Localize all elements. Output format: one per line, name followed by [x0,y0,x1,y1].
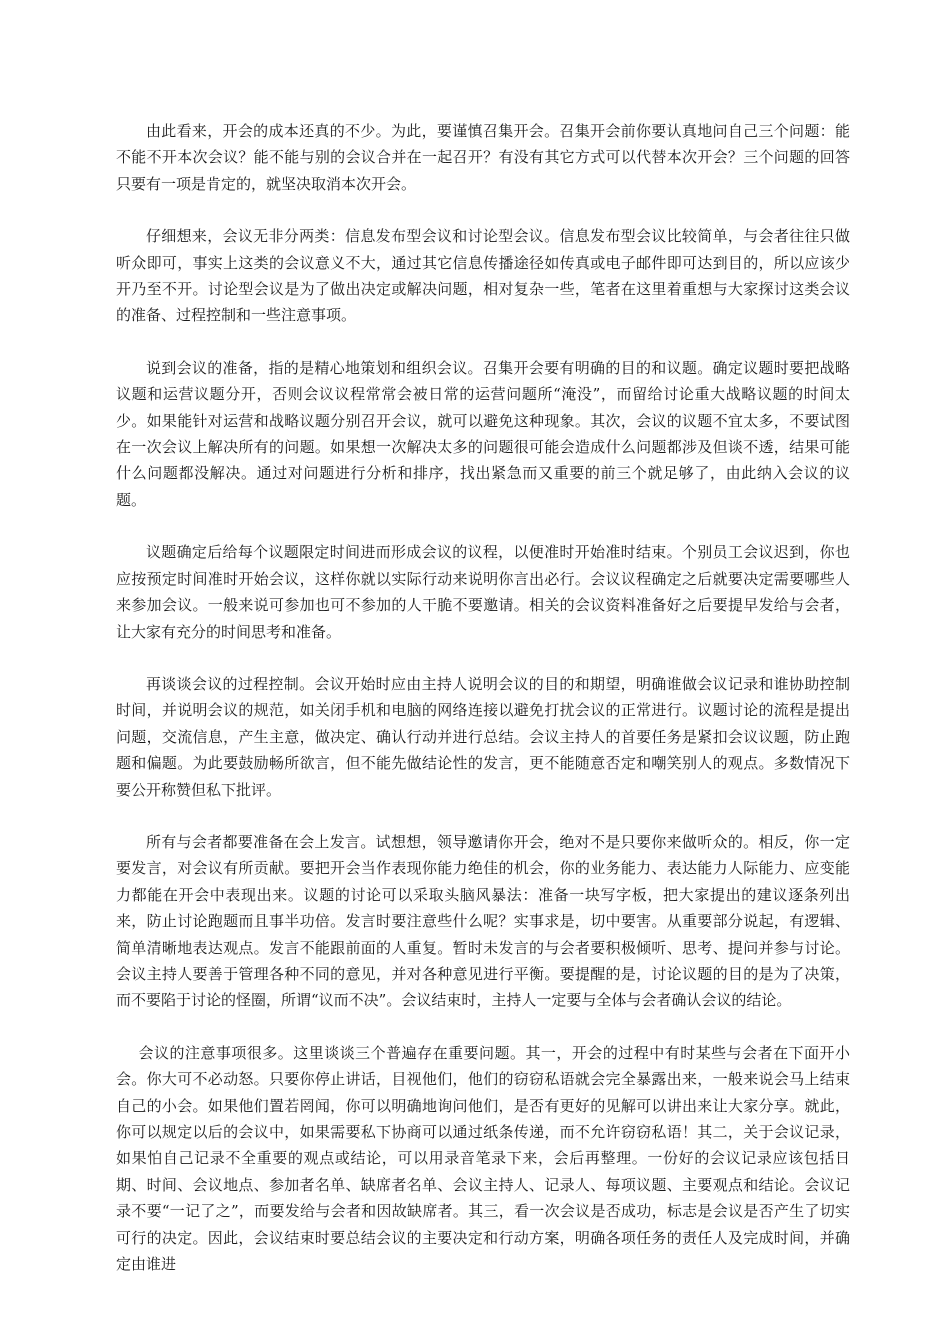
paragraph-precautions: 会议的注意事项很多。这里谈谈三个普遍存在重要问题。其一，开会的过程中有时某些与会者在下面开小会。你大可不必动怒。只要你停止讲话，目视他们，他们的窃窃私语就会完全暴露出来，一般来说会马上结束自己的小会。如果他们置若罔闻，你可以明确地询问他们，是否有更好的见解可以讲出来让大家分享。就此，你可以规定以后的会议中，如果需要私下协商可以通过纸条传递，而不允许窃窃私语！其二，关于会议记录，如果怕自己记录不全重要的观点或结论，可以用录音笔录下来，会后再整理。一份好的会议记录应该包括日期、时间、会议地点、参加者名单、缺席者名单、会议主持人、记录人、每项议题、主要观点和结论。会议记录不要“一记了之”，而要发给与会者和因故缺席者。其三，看一次会议是否成功，标志是会议是否产生了切实可行的决定。因此，会议结束时要总结会议的主要决定和行动方案，明确各项任务的责任人及完成时间，并确定由谁进 [116,1043,850,1274]
paragraph-agenda: 议题确定后给每个议题限定时间进而形成会议的议程，以便准时开始准时结束。个别员工会议迟到，你也应按预定时间准时开始会议，这样你就以实际行动来说明你言出必行。会议议程确定之后就要决定需要哪些人来参加会议。一般来说可参加也可不参加的人干脆不要邀请。相关的会议资料准备好之后要提早发给与会者，让大家有充分的时间思考和准备。 [116,543,850,641]
paragraph-participation: 所有与会者都要准备在会上发言。试想想，领导邀请你开会，绝对不是只要你来做听众的。相反，你一定要发言，对会议有所贡献。要把开会当作表现你能力绝佳的机会，你的业务能力、表达能力人际能力、应变能力都能在开会中表现出来。议题的讨论可以采取头脑风暴法：准备一块写字板，把大家提出的建议逐条列出来，防止讨论跑题而且事半功倍。发言时要注意些什么呢？实事求是，切中要害。从重要部分说起，有逻辑、简单清晰地表达观点。发言不能跟前面的人重复。暂时未发言的与会者要积极倾听、思考、提问并参与讨论。会议主持人要善于管理各种不同的意见，并对各种意见进行平衡。要提醒的是，讨论议题的目的是为了决策，而不要陷于讨论的怪圈，所谓“议而不决”。会议结束时，主持人一定要与全体与会者确认会议的结论。 [116,832,850,1010]
paragraph-meeting-cost: 由此看来，开会的成本还真的不少。为此，要谨慎召集开会。召集开会前你要认真地问自己三个问题：能不能不开本次会议？能不能与别的会议合并在一起召开？有没有其它方式可以代替本次开会？三个问题的回答只要有一项是肯定的，就坚决取消本次开会。 [116,122,850,193]
document-body [116,118,850,1277]
paragraph-meeting-types: 仔细想来，会议无非分两类：信息发布型会议和讨论型会议。信息发布型会议比较简单，与会者往往只做听众即可，事实上这类的会议意义不大，通过其它信息传播途径如传真或电子邮件即可达到目的，所以应该少开乃至不开。讨论型会议是为了做出决定或解决问题，相对复杂一些，笔者在这里着重想与大家探讨这类会议的准备、过程控制和一些注意事项。 [116,227,850,325]
paragraph-process-control: 再谈谈会议的过程控制。会议开始时应由主持人说明会议的目的和期望，明确谁做会议记录和谁协助控制时间，并说明会议的规范，如关闭手机和电脑的网络连接以避免打扰会议的正常进行。议题讨论的流程是提出问题，交流信息，产生主意，做决定、确认行动并进行总结。会议主持人的首要任务是紧扣会议议题，防止跑题和偏题。为此要鼓励畅所欲言，但不能先做结论性的发言，更不能随意否定和嘲笑别人的观点。多数情况下要公开称赞但私下批评。 [116,674,850,799]
paragraph-meeting-preparation: 说到会议的准备，指的是精心地策划和组织会议。召集开会要有明确的目的和议题。确定议题时要把战略议题和运营议题分开，否则会议议程常常会被日常的运营问题所“淹没”，而留给讨论重大战略议题的时间太少。如果能针对运营和战略议题分别召开会议，就可以避免这种现象。其次，会议的议题不宜太多，不要试图在一次会议上解决所有的问题。如果想一次解决太多的问题很可能会造成什么问题都涉及但谈不透，结果可能什么问题都没解决。通过对问题进行分析和排序，找出紧急而又重要的前三个就足够了，由此纳入会议的议题。 [116,358,850,509]
